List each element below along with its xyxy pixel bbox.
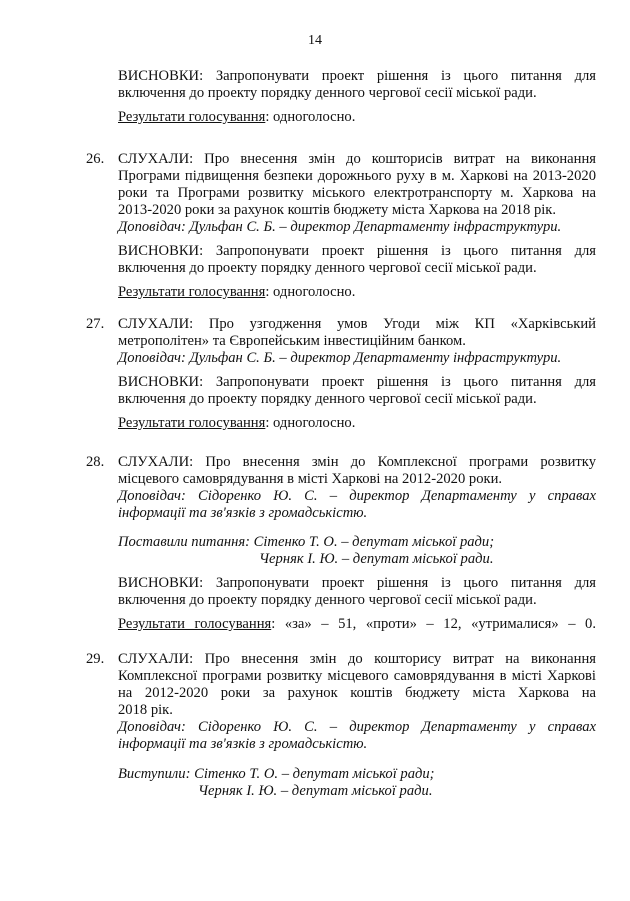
- vote-result: : «за» – 51, «проти» – 12, «утрималися» – 0.: [271, 616, 596, 632]
- conclusion-line-2: включення до проекту порядку денного чергової сесії міської ради.: [118, 85, 537, 101]
- vote-label: Результати голосування: [118, 616, 272, 632]
- vote-result: : одноголосно.: [265, 109, 356, 125]
- vote-result: : одноголосно.: [265, 415, 356, 431]
- speaker-line: Доповідач: Сідоренко Ю. С. – директор Департаменту у справах: [118, 488, 596, 504]
- speaker-line: Доповідач: Сідоренко Ю. С. – директор Департаменту у справах: [118, 719, 596, 735]
- heard-line: роки та Програми розвитку міського електротранспорту м. Харкова на: [118, 185, 596, 201]
- conclusion-line-1: ВИСНОВКИ: Запропонувати проект рішення із цього питання для: [118, 68, 596, 84]
- agenda-item-28: [118, 454, 596, 633]
- heard-line: місцевого самоврядування в місті Харкові на 2012-2020 роки.: [118, 471, 503, 487]
- speaker-line: інформації та зв'язків з громадськістю.: [118, 736, 368, 752]
- conclusion-line: ВИСНОВКИ: Запропонувати проект рішення із цього питання для: [118, 243, 596, 259]
- raised-line: Поставили питання: Сітенко Т. О. – депутат міської ради;: [118, 534, 495, 550]
- heard-line: Комплексної програми розвитку місцевого самоврядування в місті Харкові: [118, 668, 596, 684]
- agenda-item-26: [118, 151, 596, 301]
- heard-line: СЛУХАЛИ: Про узгодження умов Угоди між КП «Харківський: [118, 316, 596, 332]
- performed-line: Черняк І. Ю. – депутат міської ради.: [198, 783, 433, 799]
- conclusion-line: ВИСНОВКИ: Запропонувати проект рішення із цього питання для: [118, 575, 596, 591]
- heard-line: 2018 рік.: [118, 702, 173, 718]
- agenda-item-29: [118, 651, 596, 800]
- vote-label: Результати голосування: [118, 284, 266, 300]
- heard-line: 2013-2020 роки за рахунок коштів бюджету міста Харкова на 2018 рік.: [118, 202, 557, 218]
- conclusion-line: включення до проекту порядку денного чергової сесії міської ради.: [118, 592, 537, 608]
- speaker-line: Доповідач: Дульфан С. Б. – директор Департаменту інфраструктури.: [118, 219, 562, 235]
- carryover-block: [118, 68, 596, 126]
- page-number: 14: [308, 33, 322, 48]
- speaker-line: інформації та зв'язків з громадськістю.: [118, 505, 368, 521]
- item-number-29: 29.: [86, 651, 105, 667]
- vote-label: Результати голосування: [118, 109, 266, 125]
- vote-result: : одноголосно.: [265, 284, 356, 300]
- conclusion-line: включення до проекту порядку денного чергової сесії міської ради.: [118, 391, 537, 407]
- heard-line: СЛУХАЛИ: Про внесення змін до Комплексної програми розвитку: [118, 454, 596, 470]
- conclusion-line: включення до проекту порядку денного чергової сесії міської ради.: [118, 260, 537, 276]
- item-number-26: 26.: [86, 151, 105, 167]
- heard-line: СЛУХАЛИ: Про внесення змін до кошторисів витрат на виконання: [118, 151, 596, 167]
- heard-line: Програми підвищення безпеки дорожнього руху в м. Харкові на 2013-2020: [118, 168, 596, 184]
- heard-line: на 2012-2020 роки за рахунок коштів бюджету міста Харкова на: [118, 685, 596, 701]
- heard-line: метрополітен» та Європейським інвестиційним банком.: [118, 333, 466, 349]
- speaker-line: Доповідач: Дульфан С. Б. – директор Департаменту інфраструктури.: [118, 350, 562, 366]
- heard-line: СЛУХАЛИ: Про внесення змін до кошторису витрат на виконання: [118, 651, 596, 667]
- raised-line: Черняк І. Ю. – депутат міської ради.: [259, 551, 494, 567]
- performed-line: Виступили: Сітенко Т. О. – депутат міської ради;: [118, 766, 435, 782]
- item-number-28: 28.: [86, 454, 105, 470]
- conclusion-line: ВИСНОВКИ: Запропонувати проект рішення із цього питання для: [118, 374, 596, 390]
- item-number-27: 27.: [86, 316, 105, 332]
- vote-label: Результати голосування: [118, 415, 266, 431]
- agenda-item-27: [118, 316, 596, 432]
